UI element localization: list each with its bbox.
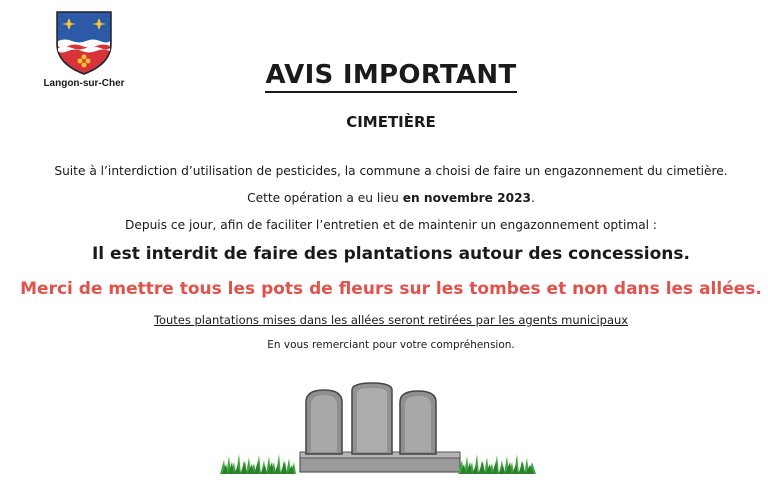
notice-subtitle: CIMETIÈRE <box>346 113 436 131</box>
date-line-date: en novembre 2023 <box>402 191 532 205</box>
date-line-suffix: . <box>531 191 535 205</box>
intro-line: Suite à l’interdiction d’utilisation de pesticides, la commune a choisi de faire un engazonnement du cimetière. <box>54 164 728 178</box>
thanks-line: En vous remerciant pour votre compréhension. <box>267 339 515 351</box>
notice-title-text: AVIS IMPORTANT <box>265 60 516 93</box>
removal-warning <box>0 313 768 327</box>
date-line <box>0 191 768 205</box>
request-line: Merci de mettre tous les pots de fleurs sur les tombes et non dans les allées. <box>20 279 762 299</box>
prohibition-line: Il est interdit de faire des plantations autour des concessions. <box>91 244 690 264</box>
notice-title <box>0 60 768 90</box>
removal-warning-text: Toutes plantations mises dans les allées seront retirées par les agents municipaux <box>153 313 629 327</box>
town-name: Langon-sur-Cher <box>43 78 125 89</box>
date-line-prefix: Cette opération a eu lieu <box>247 191 403 205</box>
tombstones-icon <box>220 378 538 478</box>
context-line: Depuis ce jour, afin de faciliter l’entretien et de maintenir un engazonnement optimal : <box>124 218 658 232</box>
